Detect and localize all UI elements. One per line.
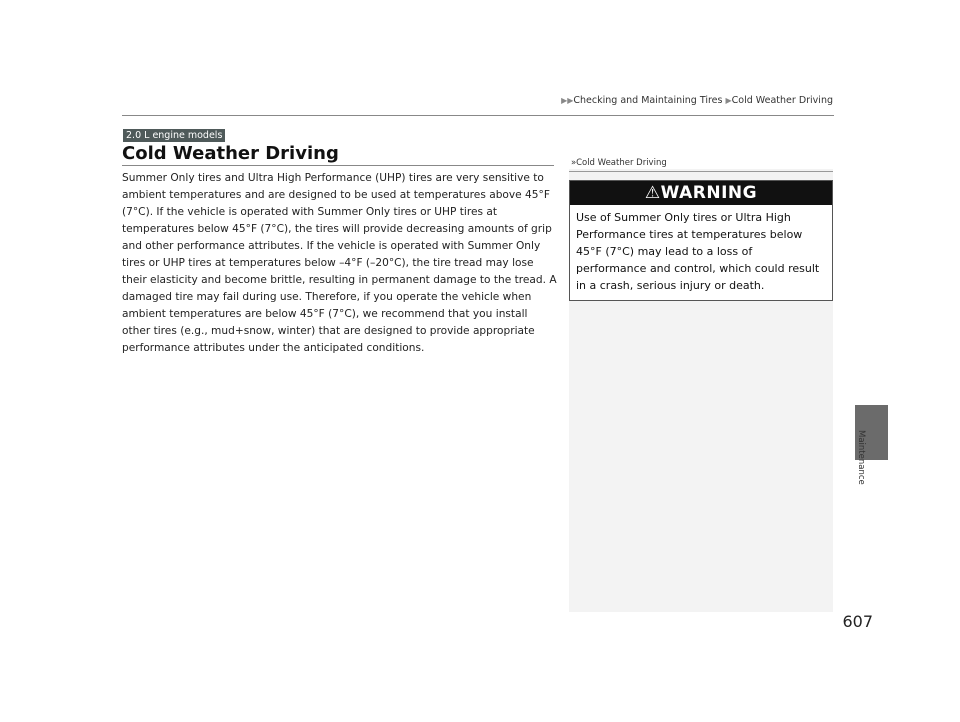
page-number: 607 (842, 612, 873, 631)
arrow-icon: ▶▶ (561, 96, 574, 105)
reference-icon: » (571, 158, 577, 168)
breadcrumb (561, 95, 833, 106)
arrow-icon: ▶ (725, 96, 732, 105)
page-title: Cold Weather Driving (122, 143, 339, 164)
side-heading: »Cold Weather Driving (569, 157, 833, 169)
divider (122, 165, 554, 166)
divider (122, 115, 834, 116)
warning-text: Use of Summer Only tires or Ultra High Performance tires at temperatures below 45°F (7°C) may lead to a loss of performance and control, which could result in a crash, serious injury or death. (576, 211, 820, 292)
breadcrumb-item[interactable]: Cold Weather Driving (731, 95, 833, 106)
warning-header: ⚠WARNING (570, 181, 832, 205)
side-panel (569, 157, 833, 612)
body-text: Summer Only tires and Ultra High Performance (UHP) tires are very sensitive to ambient temperatures and are designed to be used at temperatures above 45°F (7°C). If the vehicle is operated with Summer Only tires or UHP tires at temperatures below 45°F (7°C), the tires will provide decreasing amounts of grip and other performance attributes. If the vehicle is operated with Summer Only tires or UHP tires at temperatures below –4°F (–20°C), the tire tread may lose their elasticity and become brittle, resulting in permanent damage to the tread. A damaged tire may fail during use. Therefore, if you operate the vehicle when ambient temperatures are below 45°F (7°C), we recommend that you install other tires (e.g., mud+snow, winter) that are designed to provide appropriate performance attributes under the anticipated conditions. (122, 172, 557, 354)
warning-icon: ⚠ (644, 183, 661, 203)
breadcrumb-item[interactable]: Checking and Maintaining Tires (573, 95, 723, 106)
section-tab-label: Maintenance (856, 430, 866, 485)
warning-box (569, 180, 833, 301)
model-badge: 2.0 L engine models (123, 129, 225, 142)
divider (569, 171, 833, 172)
